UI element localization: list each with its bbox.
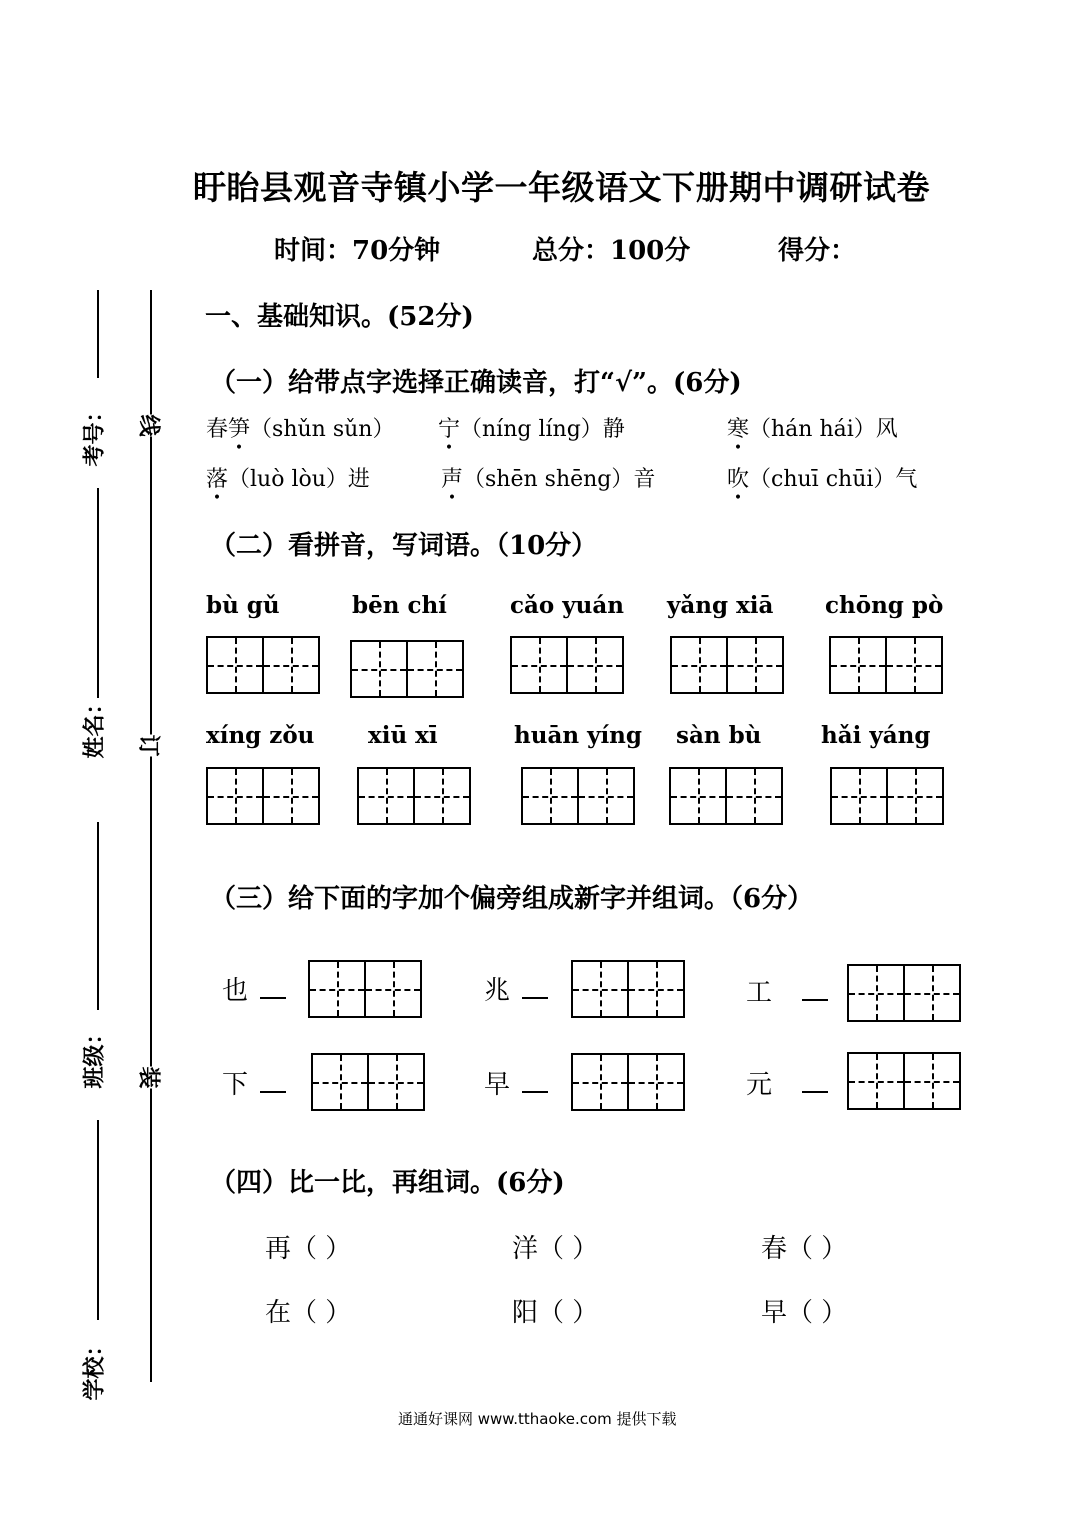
radical-char: 工 — [746, 972, 828, 1009]
writing-grid[interactable] — [206, 636, 320, 694]
writing-grid[interactable] — [308, 960, 422, 1018]
writing-grid[interactable] — [350, 640, 464, 698]
name-blank — [97, 488, 99, 698]
pinyin-label: bēn chí — [352, 592, 447, 619]
radical-char: 下 — [222, 1064, 286, 1101]
writing-grid[interactable] — [829, 636, 943, 694]
writing-grid[interactable] — [670, 636, 784, 694]
binding-text-xian: 线 — [135, 414, 166, 436]
writing-grid[interactable] — [206, 767, 320, 825]
pinyin-label: xiū xī — [368, 722, 438, 749]
footer-credit: 通通好课网 www.tthaoke.com 提供下载 — [398, 1410, 677, 1428]
part1-heading: （一）给带点字选择正确读音，打“√”。(6分) — [210, 368, 742, 398]
pinyin-label: sàn bù — [676, 722, 762, 749]
pinyin-label: yǎng xiā — [667, 592, 774, 619]
part4-heading: （四）比一比，再组词。(6分) — [210, 1168, 565, 1198]
reading-item: 吹（chuī chūi）气 — [727, 467, 918, 492]
pinyin-label: hǎi yáng — [821, 722, 931, 749]
pinyin-label: chōng pò — [825, 592, 944, 619]
radical-char: 兆 — [484, 970, 548, 1007]
writing-grid[interactable] — [510, 636, 624, 694]
pinyin-label: cǎo yuán — [510, 592, 624, 619]
reading-item: 寒（hán hái）风 — [727, 417, 898, 442]
writing-grid[interactable] — [847, 964, 961, 1022]
pinyin-label: huān yíng — [514, 722, 642, 749]
radical-blank[interactable] — [802, 1091, 828, 1093]
page-title: 盱眙县观音寺镇小学一年级语文下册期中调研试卷 — [193, 168, 930, 207]
binding-text-zhuang: 装 — [135, 1066, 166, 1088]
radical-blank[interactable] — [522, 1091, 548, 1093]
pinyin-label: xíng zǒu — [206, 722, 315, 749]
exam-score: 得分： — [778, 236, 857, 266]
exam-no-blank — [97, 290, 99, 378]
writing-grid[interactable] — [357, 767, 471, 825]
radical-blank[interactable] — [802, 999, 828, 1001]
exam-time: 时间：70分钟 — [274, 236, 441, 266]
radical-blank[interactable] — [522, 997, 548, 999]
writing-grid[interactable] — [311, 1053, 425, 1111]
compare-item[interactable]: 洋（ ） — [512, 1234, 599, 1264]
radical-char: 也 — [222, 970, 286, 1007]
compare-item[interactable]: 在（ ） — [265, 1298, 352, 1328]
radical-char: 早 — [484, 1064, 548, 1101]
class-blank — [97, 822, 99, 1010]
compare-item[interactable]: 阳（ ） — [512, 1298, 599, 1328]
name-label: 姓名： — [82, 692, 108, 759]
writing-grid[interactable] — [830, 767, 944, 825]
binding-line — [150, 290, 152, 1382]
radical-blank[interactable] — [260, 997, 286, 999]
binding-text-ding: 订 — [135, 734, 166, 756]
writing-grid[interactable] — [571, 1053, 685, 1111]
class-label: 班级： — [82, 1022, 108, 1089]
writing-grid[interactable] — [847, 1052, 961, 1110]
section1-heading: 一、基础知识。(52分) — [205, 302, 474, 332]
compare-item[interactable]: 早（ ） — [761, 1298, 848, 1328]
exam-no-label: 考号： — [82, 400, 108, 467]
school-blank — [97, 1120, 99, 1320]
writing-grid[interactable] — [521, 767, 635, 825]
compare-item[interactable]: 春（ ） — [761, 1234, 848, 1264]
radical-blank[interactable] — [260, 1091, 286, 1093]
compare-item[interactable]: 再（ ） — [265, 1234, 352, 1264]
reading-item: 宁（níng líng）静 — [438, 417, 625, 442]
writing-grid[interactable] — [571, 960, 685, 1018]
reading-item: 声（shēn shēng）音 — [441, 467, 656, 492]
part3-heading: （三）给下面的字加个偏旁组成新字并组词。（6分） — [210, 884, 814, 914]
reading-item: 春笋（shǔn sǔn） — [206, 417, 395, 442]
writing-grid[interactable] — [669, 767, 783, 825]
radical-char: 元 — [746, 1064, 828, 1101]
reading-item: 落（luò lòu）进 — [206, 467, 370, 492]
school-label: 学校： — [82, 1334, 108, 1401]
exam-total: 总分：100分 — [532, 236, 691, 266]
pinyin-label: bù gǔ — [206, 592, 280, 619]
part2-heading: （二）看拼音，写词语。（10分） — [210, 531, 598, 561]
